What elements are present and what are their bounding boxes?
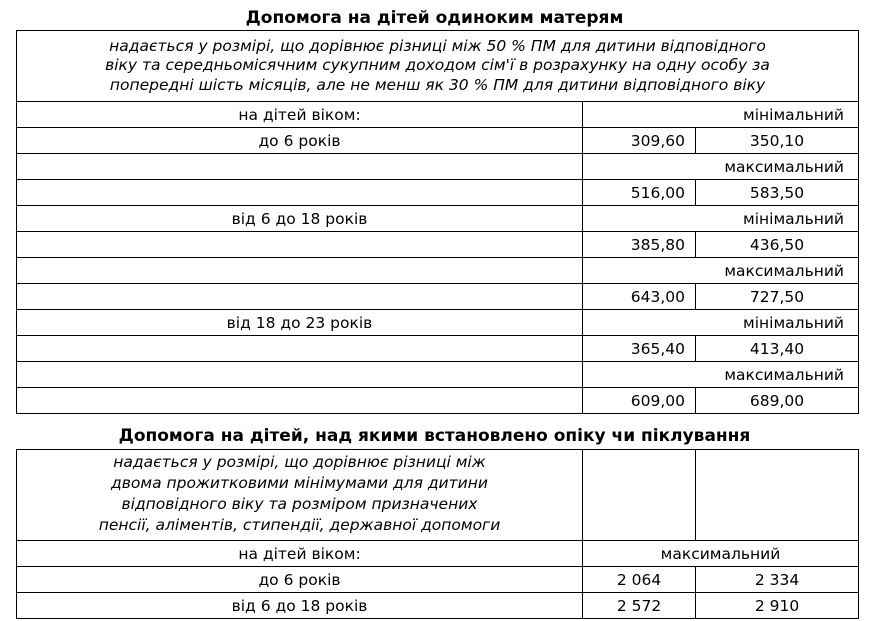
description-row [17, 450, 859, 541]
empty-cell [17, 284, 583, 310]
description-line: пенсії, аліментів, стипендії, державної допомоги [98, 516, 501, 534]
table-row [17, 310, 859, 336]
value-cell: 385,80 [583, 232, 696, 258]
value-cell: 643,00 [583, 284, 696, 310]
min-label: мінімальний [583, 206, 859, 232]
value-cell: 2 064 [583, 567, 696, 593]
table-row [17, 593, 859, 619]
table-row [17, 567, 859, 593]
value-cell: 609,00 [583, 388, 696, 414]
empty-cell [17, 362, 583, 388]
section1-description [17, 31, 859, 102]
value-cell: 413,40 [696, 336, 859, 362]
empty-cell [17, 180, 583, 206]
max-label: максимальний [583, 154, 859, 180]
description-line: двома прожитковими мінімумами для дитини [111, 474, 488, 492]
guardianship-table [16, 449, 859, 619]
value-cell: 2 334 [696, 567, 859, 593]
empty-cell [17, 232, 583, 258]
description-row [17, 31, 859, 102]
value-cell: 350,10 [696, 128, 859, 154]
age-label: від 6 до 18 років [17, 593, 583, 619]
age-header: на дітей віком: [17, 541, 583, 567]
value-cell: 2 910 [696, 593, 859, 619]
max-label: максимальний [583, 541, 859, 567]
value-cell: 436,50 [696, 232, 859, 258]
age-label: до 6 років [17, 567, 583, 593]
table-row [17, 102, 859, 128]
table-row [17, 258, 859, 284]
table-row [17, 232, 859, 258]
age-label: від 6 до 18 років [17, 206, 583, 232]
min-label: мінімальний [583, 310, 859, 336]
empty-cell [696, 450, 859, 541]
section1-title: Допомога на дітей одиноким матерям [245, 8, 624, 28]
table-row [17, 180, 859, 206]
description-line: попередні шість місяців, але не менш як 30 % ПМ для дитини відповідного віку [109, 75, 766, 94]
max-label: максимальний [583, 362, 859, 388]
empty-cell [17, 336, 583, 362]
empty-cell [17, 388, 583, 414]
age-header: на дітей віком: [17, 102, 583, 128]
min-label: мінімальний [583, 102, 859, 128]
table-row [17, 388, 859, 414]
empty-cell [17, 258, 583, 284]
description-line: надається у розмірі, що дорівнює різниці між 50 % ПМ для дитини відповідного [109, 36, 766, 55]
empty-cell [583, 450, 696, 541]
value-cell: 516,00 [583, 180, 696, 206]
value-cell: 727,50 [696, 284, 859, 310]
section2-title: Допомога на дітей, над якими встановлено опіку чи піклування [118, 426, 751, 446]
single-mothers-table [16, 30, 859, 414]
table-row [17, 362, 859, 388]
section2-description [17, 450, 583, 541]
age-label: до 6 років [17, 128, 583, 154]
description-line: надається у розмірі, що дорівнює різниці між [113, 453, 486, 471]
description-line: віку та середньомісячним сукупним доходом сім'ї в розрахунку на одну особу за [105, 56, 770, 75]
value-cell: 309,60 [583, 128, 696, 154]
value-cell: 583,50 [696, 180, 859, 206]
empty-cell [17, 154, 583, 180]
table-row [17, 336, 859, 362]
table-row [17, 128, 859, 154]
age-label: від 18 до 23 років [17, 310, 583, 336]
max-label: максимальний [583, 258, 859, 284]
table-row [17, 206, 859, 232]
table-row [17, 284, 859, 310]
value-cell: 689,00 [696, 388, 859, 414]
description-line: відповідного віку та розміром призначених [121, 495, 478, 513]
table-row [17, 154, 859, 180]
value-cell: 365,40 [583, 336, 696, 362]
table-row [17, 541, 859, 567]
value-cell: 2 572 [583, 593, 696, 619]
